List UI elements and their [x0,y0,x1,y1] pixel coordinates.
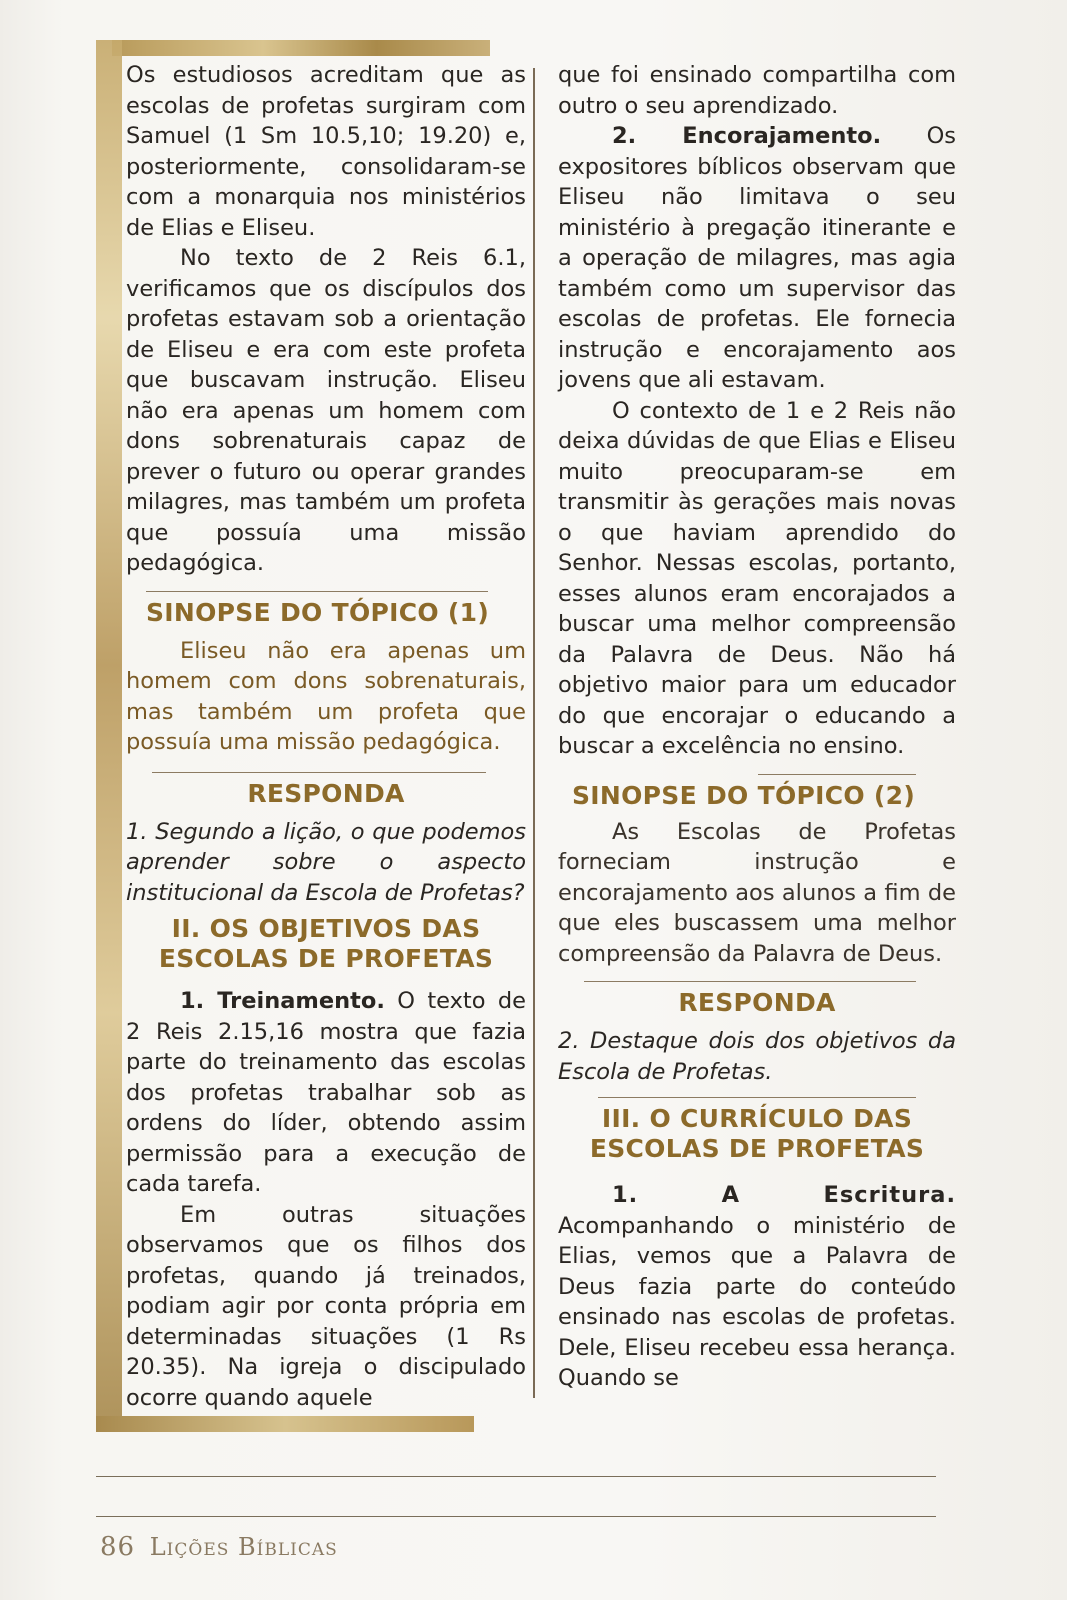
body-paragraph: No texto de 2 Reis 6.1, verificamos que os discípulos dos profetas estavam sob a orientação de Eliseu e era com este profeta que buscavam instrução. Eliseu não era apenas um homem com dons sobrenaturais capaz de prever o futuro ou operar grandes milagres, mas também um profeta que possuía uma missão pedagógica. [126,245,526,576]
sinopse-2-text: As Escolas de Profetas forneciam instrução e encorajamento aos alunos a fim de que eles buscassem uma melhor compreensão da Palavra de Deus. [558,818,956,967]
page-footer [100,1532,338,1562]
section-3-title: III. O CURRÍCULO DAS ESCOLAS DE PROFETAS [589,1104,925,1163]
item-3-paragraph [558,1180,956,1394]
item-2-title: 2. Encorajamento. [612,123,882,149]
gold-frame-top [112,40,490,56]
sinopse-2-title: SINOPSE DO TÓPICO (2) [572,780,916,810]
sinopse-1-title: SINOPSE DO TÓPICO (1) [146,597,490,627]
responda-2-title: RESPONDA [678,988,836,1017]
footer-rule [96,1476,936,1477]
publication-name: Lições Bíblicas [149,1533,338,1561]
question-1: 1. Segundo a lição, o que podemos aprender sobre o aspecto institucional da Escola de Profetas? [126,818,526,906]
item-1-paragraph [126,986,526,1200]
intro-paragraph: Os estudiosos acreditam que as escolas de profetas surgiram com Samuel (1 Sm 10.5,10; 19.20) e, posteriormente, consolidaram-se com a monarquia nos ministérios de Elias e Eliseu. [126,62,526,241]
gold-frame-bottom [96,1416,474,1432]
sinopse-1-text: Eliseu não era apenas um homem com dons sobrenaturais, mas também um profeta que possuía uma missão pedagógica. [126,637,526,755]
left-column [126,60,526,1413]
item-3-title: 1. A Escritura. [612,1182,956,1208]
body-paragraph: Em outras situações observamos que os filhos dos profetas, quando já treinados, podiam agir por conta própria em determinadas situações (1 Rs 20.35). Na igreja o discipulado ocorre quando aquele [126,1201,526,1411]
item-1-text: O texto de 2 Reis 2.15,16 mostra que fazia parte do treinamento das escolas dos profetas trabalhar sob as ordens do líder, obtendo assim permissão para a execução de cada tarefa. [126,988,527,1197]
separator [584,981,916,982]
section-2-title: II. OS OBJETIVOS DAS ESCOLAS DE PROFETAS [158,914,494,973]
gold-frame-left [96,40,122,1430]
item-1-title: 1. Treinamento. [180,988,385,1014]
continuation-paragraph: que foi ensinado compartilha com outro o seu aprendizado. [558,62,956,119]
column-divider [533,68,535,1398]
page-number: 86 [100,1532,136,1562]
question-2: 2. Destaque dois dos objetivos da Escola de Profetas. [558,1028,956,1085]
item-3-text: Acompanhando o ministério de Elias, vemos que a Palavra de Deus fazia parte do conteúdo ensinado nas escolas de profetas. Dele, Eliseu recebeu essa herança. Quando se [558,1212,956,1391]
responda-1-title: RESPONDA [247,778,405,808]
separator [758,774,916,775]
right-column [558,60,956,1394]
item-2-paragraph [558,121,956,396]
separator [598,1097,916,1098]
separator [146,591,488,592]
footer-rule [96,1516,936,1517]
separator [152,772,486,773]
body-paragraph: O contexto de 1 e 2 Reis não deixa dúvidas de que Elias e Eliseu muito preocuparam-se em transmitir às gerações mais novas o que haviam aprendido do Senhor. Nessas escolas, portanto, esses alunos eram encorajados a buscar uma melhor compreensão da Palavra de Deus. Não há objetivo maior para um educador do que encorajar o educando a buscar a excelência no ensino. [558,397,956,759]
item-2-text: Os expositores bíblicos observam que Eliseu não limitava o seu ministério à pregação itinerante e a operação de milagres, mas agia também como um supervisor das escolas de profetas. Ele fornecia instrução e encorajamento aos jovens que ali estavam. [558,123,956,393]
